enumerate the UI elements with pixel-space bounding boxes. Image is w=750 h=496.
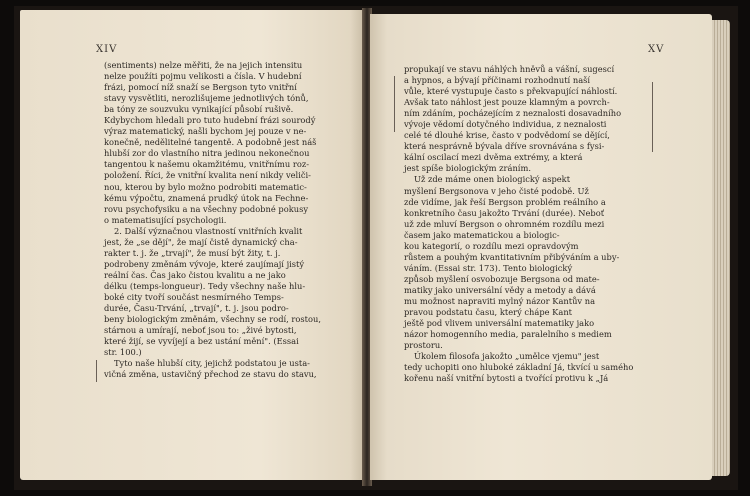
text-line: ba tóny ze souzvuku vynikající působí rušivě. [104,104,294,115]
text-line: frázi, pomocí níž snaží se Bergson tyto vnitřní [104,82,297,93]
pencil-margin-mark [96,360,97,382]
left-page-text [104,60,332,380]
text-line: tangentou k našemu okamžitému, vnitřnímu roz- [104,159,310,170]
text-line: která nesprávně bývala dříve srovnávána s fysi- [404,141,605,152]
text-line: rovu psychofysiku a na všechny podobné pokusy [104,203,309,214]
text-line: prostoru. [404,340,443,351]
page-edges [712,20,730,476]
text-line: tedy uchopiti ono hluboké základní Já, tkvící u samého [404,362,634,373]
left-page-number: XIV [96,44,118,55]
text-line: celé té dlouhé krise, často v podvědomí se dějící, [404,130,610,141]
text-line: kořenu naší vnitřní bytosti a tvořící protivu k „Já [404,373,609,384]
text-line: kální oscilací mezi dvěma extrémy, a která [404,152,583,163]
text-line: hlubší zor do vlastního nitra jedinou nekonečnou [104,148,310,159]
text-line: vývoje vědomí dotyčného individua, z neznalosti [404,119,607,130]
text-line: durée, Času-Trvání, „trvají", t. j. jsou podro- [104,303,289,314]
text-line: jest, že „se dějí", že mají čistě dynamický cha- [104,236,298,247]
text-line: stárnou a umírají, neboť jsou to: „živé bytosti, [104,325,297,336]
text-line: str. 100.) [104,347,142,358]
text-line: časem jako matematickou a biologic- [404,229,560,240]
text-line: kému výpočtu, znamená prudký útok na Fechne- [104,192,309,203]
text-line: Už zde máme onen biologický aspekt [414,174,571,185]
text-line: konkretního času jakožto Trvání (durée). Neboť [404,207,605,218]
text-line: růstem a pouhým kvantitativním přibýváním a uby- [404,251,620,262]
text-line: reální čas. Čas jako čistou kvalitu a ne jako [104,269,286,280]
text-line: stavy vysvětliti, nerozlišujeme jednotlivých tónů, [104,93,309,104]
text-line: 2. Další význačnou vlastností vnitřních kvalit [114,225,303,236]
text-line: jest spíše biologickým zráním. [404,163,531,174]
text-line: Úkolem filosofa jakožto „umělce vjemu" jest [414,351,600,362]
text-line: nou, kterou by bylo možno podrobiti matematic- [104,181,307,192]
text-line: boké city tvoří součást nesmírného Temps- [104,291,284,302]
text-line: podrobeny změnám vývoje, které zaujímají jistý [104,258,305,269]
text-line: které žijí, se vyvíjejí a bez ustání mění". (Essai [104,336,299,347]
text-line: pravou podstatu času, který chápe Kant [404,307,573,318]
text-line: už zde mluví Bergson o ohromném rozdílu mezi [404,218,605,229]
pencil-margin-mark [394,76,395,132]
text-line: Kdybychom hledali pro tuto hudební frázi sourodý [104,115,316,126]
text-line: rakter t. j. že „trvají", že musí být žity, t. j. [104,247,281,258]
text-line: Avšak tato náhlost jest pouze klamným a povrch- [404,97,610,108]
text-line: položení. Říci, že vnitřní kvalita není nikdy veliči- [104,170,311,181]
text-line: zde vidíme, jak řeší Bergson problém reálního a [404,196,606,207]
right-page-number: XV [648,44,665,55]
text-line: výraz matematický, našli bychom jej pouze v ne- [104,126,307,137]
text-line: propukají ve stavu náhlých hněvů a vášní, sugescí [404,64,615,74]
text-line: a hypnos, a bývají příčinami rozhodnutí naší [404,75,591,86]
text-line: způsob myšlení osvobozuje Bergsona od mate- [404,273,600,284]
text-line: názor homogenního media, paralelního s mediem [404,329,612,340]
right-page-text [404,64,636,384]
text-line: myšlení Bergsonova v jeho čisté podobě. Už [404,185,589,196]
text-line: vůle, které vystupuje často s překvapující náhlostí. [404,86,618,97]
text-line: beny biologickým změnám, všechny se rodí, rostou, [104,314,321,325]
text-line: nelze použíti pojmu velikosti a čísla. V hudební [104,71,302,82]
text-line: ním zdáním, pocházejícím z neznalosti dosavadního [404,108,622,119]
text-line: o matematisující psychologii. [104,214,227,225]
text-line: matiky jako universální vědy a metody a dává [404,284,596,295]
text-line: délku (temps-longueur). Tedy všechny naše hlu- [104,280,306,291]
text-line: konečně, nedělitelné tangentě. A podobně jest náš [104,137,317,148]
text-line: váním. (Essai str. 173). Tento biologický [404,262,573,273]
text-line: vičná změna, ustavičný přechod ze stavu do stavu, [104,369,317,380]
text-line: ještě pod vlivem universální matematiky jako [404,318,595,329]
text-line: Tyto naše hlubší city, jejichž podstatou je usta- [114,358,310,369]
text-line: kou kategorií, o rozdílu mezi opravdovým [404,240,579,251]
pencil-margin-mark [652,82,653,152]
text-line: mu možnost napraviti mylný názor Kantův na [404,295,596,306]
text-line: (sentiments) nelze měřiti, že na jejich intensitu [104,60,303,70]
